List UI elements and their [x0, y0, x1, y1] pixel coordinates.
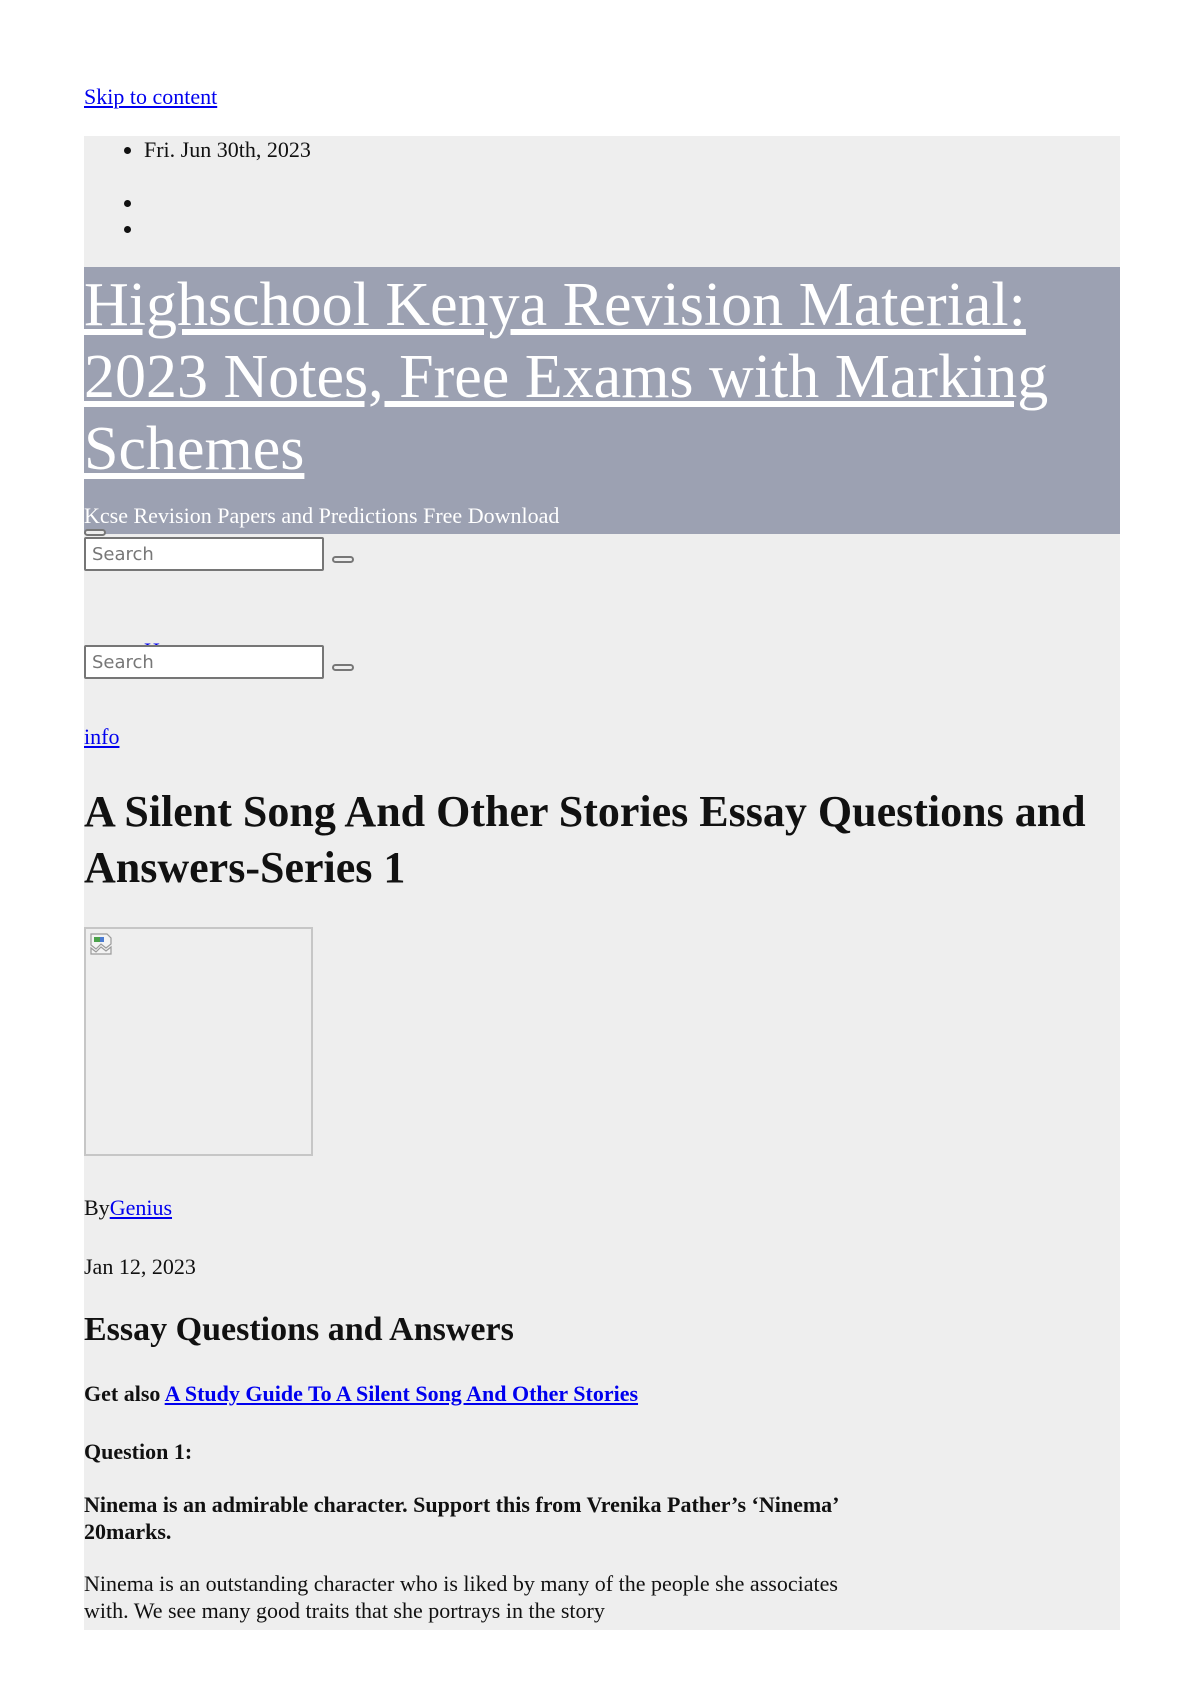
category-link[interactable]: info: [84, 724, 120, 749]
byline-prefix: By: [84, 1195, 110, 1220]
get-also-line: [84, 1381, 638, 1407]
question-label: Question 1:: [84, 1439, 193, 1464]
site-header-banner: [84, 267, 1120, 534]
search-input[interactable]: [84, 537, 324, 571]
search-input-secondary[interactable]: [84, 645, 324, 679]
section-heading: Essay Questions and Answers: [84, 1311, 514, 1348]
study-guide-link[interactable]: A Study Guide To A Silent Song And Other Stories: [164, 1381, 639, 1406]
author-link[interactable]: Genius: [109, 1195, 173, 1220]
question-text: Ninema is an admirable character. Support this from Vrenika Pather’s ‘Ninema’ 20marks.: [84, 1492, 838, 1544]
post-title: A Silent Song And Other Stories Essay Questions and Answers-Series 1: [84, 787, 1086, 892]
get-also-prefix: Get also: [84, 1381, 165, 1406]
skip-to-content-link[interactable]: Skip to content: [84, 84, 218, 109]
answer-text: Ninema is an outstanding character who is liked by many of the people she associates with. We see many good traits that she portrays in the story: [84, 1571, 838, 1623]
site-title-link[interactable]: Highschool Kenya Revision Material: 2023 Notes, Free Exams with Marking Schemes: [84, 271, 1049, 483]
post-thumbnail: [84, 927, 313, 1156]
menu-toggle-button[interactable]: [84, 529, 106, 536]
post-byline: [84, 1195, 172, 1221]
site-tagline: Kcse Revision Papers and Predictions Free Download: [84, 503, 560, 528]
search-submit-button[interactable]: [332, 556, 354, 563]
broken-image-icon: [89, 932, 115, 956]
search-submit-button-secondary[interactable]: [332, 664, 354, 671]
topbar-date: • Fri. Jun 30th, 2023: [144, 137, 311, 163]
site-title: [84, 269, 1084, 485]
post-date: Jan 12, 2023: [84, 1254, 196, 1279]
page-container: [84, 136, 1120, 1630]
